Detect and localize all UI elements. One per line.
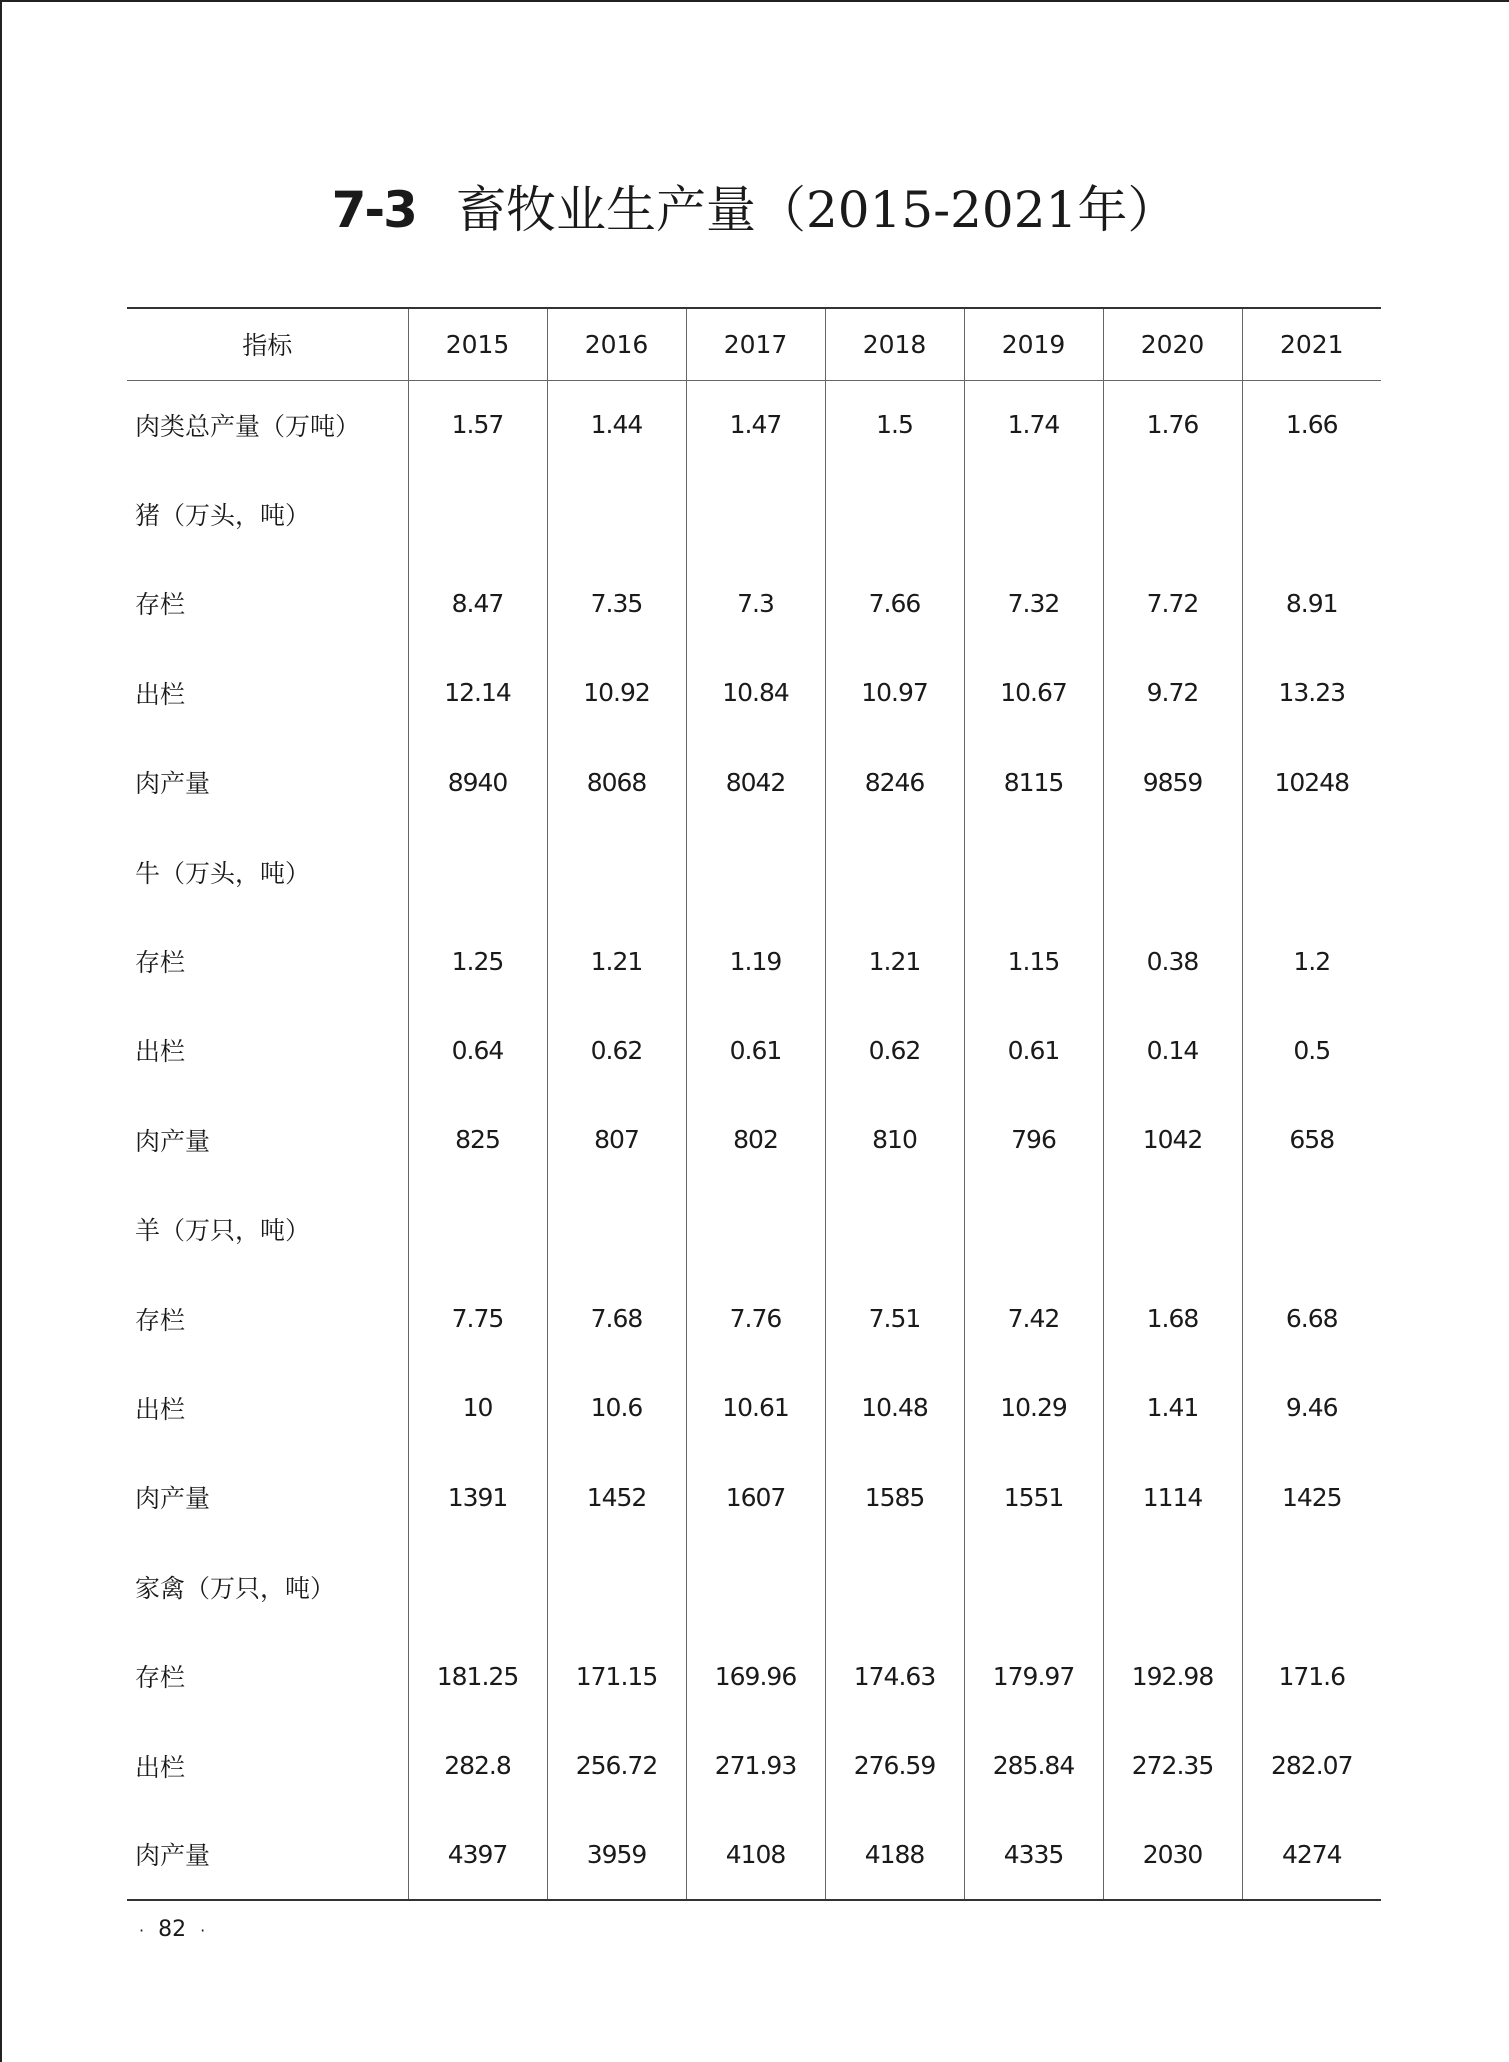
table-cell	[825, 1542, 964, 1631]
table-cell: 8.91	[1242, 559, 1381, 648]
header-year: 2016	[547, 308, 686, 380]
table-cell: 179.97	[964, 1631, 1103, 1720]
table-cell	[686, 469, 825, 558]
row-label: 出栏	[135, 1394, 186, 1424]
header-year: 2017	[686, 308, 825, 380]
header-year: 2019	[964, 308, 1103, 380]
header-year: 2015	[408, 308, 547, 380]
table-cell: 3959	[547, 1810, 686, 1899]
table-cell	[1242, 1542, 1381, 1631]
table-cell: 1585	[825, 1453, 964, 1542]
table-cell: 171.15	[547, 1631, 686, 1720]
table-cell: 4335	[964, 1810, 1103, 1899]
table-cell	[408, 1185, 547, 1274]
table-cell: 8042	[686, 738, 825, 827]
table-cell: 1.57	[408, 380, 547, 469]
table-cell	[1103, 469, 1242, 558]
table-cell: 271.93	[686, 1721, 825, 1810]
table-header-row	[127, 308, 1381, 380]
table-cell	[686, 1542, 825, 1631]
table-cell: 807	[547, 1095, 686, 1184]
table-section-row	[127, 469, 1381, 558]
table-cell: 12.14	[408, 648, 547, 737]
table-title: 畜牧业生产量（2015-2021年）	[455, 181, 1178, 239]
table-cell: 7.32	[964, 559, 1103, 648]
table-number: 7-3	[331, 181, 416, 239]
table-cell: 4108	[686, 1810, 825, 1899]
table-cell	[547, 1185, 686, 1274]
table-cell: 1.41	[1103, 1363, 1242, 1452]
section-label: 羊（万只，吨）	[135, 1216, 311, 1246]
table-cell: 285.84	[964, 1721, 1103, 1810]
table-cell: 1.74	[964, 380, 1103, 469]
table-row	[127, 1274, 1381, 1363]
table-cell	[964, 469, 1103, 558]
table-section-row	[127, 1542, 1381, 1631]
table-cell: 10.6	[547, 1363, 686, 1452]
table-cell: 9.46	[1242, 1363, 1381, 1452]
table-cell: 8940	[408, 738, 547, 827]
table-cell: 2030	[1103, 1810, 1242, 1899]
table-cell: 10	[408, 1363, 547, 1452]
table-row	[127, 1721, 1381, 1810]
table-cell: 7.51	[825, 1274, 964, 1363]
row-label: 存栏	[135, 590, 186, 620]
table-cell	[1103, 827, 1242, 916]
table-cell: 0.14	[1103, 1006, 1242, 1095]
table-cell: 1042	[1103, 1095, 1242, 1184]
table-cell: 169.96	[686, 1631, 825, 1720]
table-cell	[686, 827, 825, 916]
table-cell: 10.48	[825, 1363, 964, 1452]
table-cell	[825, 827, 964, 916]
table-cell: 7.68	[547, 1274, 686, 1363]
table-cell: 181.25	[408, 1631, 547, 1720]
table-row	[127, 1453, 1381, 1542]
table-cell: 4397	[408, 1810, 547, 1899]
table-cell: 7.66	[825, 559, 964, 648]
table-cell	[547, 827, 686, 916]
table-cell: 796	[964, 1095, 1103, 1184]
table-cell: 7.35	[547, 559, 686, 648]
table-cell: 1.76	[1103, 380, 1242, 469]
table-cell: 192.98	[1103, 1631, 1242, 1720]
table-cell	[1242, 1185, 1381, 1274]
table-cell: 1.21	[825, 916, 964, 1005]
table-cell: 7.3	[686, 559, 825, 648]
row-label: 肉产量	[135, 769, 211, 799]
table-cell: 9.72	[1103, 648, 1242, 737]
table-cell: 10.92	[547, 648, 686, 737]
table-cell: 8115	[964, 738, 1103, 827]
table-cell: 1114	[1103, 1453, 1242, 1542]
row-label: 出栏	[135, 679, 186, 709]
table-cell	[1242, 827, 1381, 916]
page-title	[0, 175, 1509, 245]
table-cell: 8.47	[408, 559, 547, 648]
table-cell	[408, 1542, 547, 1631]
table-row	[127, 559, 1381, 648]
table-cell	[408, 827, 547, 916]
header-year: 2021	[1242, 308, 1381, 380]
row-label: 存栏	[135, 948, 186, 978]
page-dot: ·	[200, 1921, 206, 1940]
table-cell: 10.29	[964, 1363, 1103, 1452]
table-cell: 1425	[1242, 1453, 1381, 1542]
table-cell: 7.76	[686, 1274, 825, 1363]
table-cell: 4274	[1242, 1810, 1381, 1899]
table-cell: 1551	[964, 1453, 1103, 1542]
row-label: 出栏	[135, 1752, 186, 1782]
table-row	[127, 1095, 1381, 1184]
table-row	[127, 648, 1381, 737]
table-cell	[964, 827, 1103, 916]
table-cell: 1.21	[547, 916, 686, 1005]
table-cell: 0.62	[547, 1006, 686, 1095]
table-cell: 10.97	[825, 648, 964, 737]
table-cell: 0.62	[825, 1006, 964, 1095]
row-label: 肉产量	[135, 1484, 211, 1514]
page-footer	[125, 1917, 219, 1942]
table-cell: 810	[825, 1095, 964, 1184]
section-label: 牛（万头，吨）	[135, 858, 311, 888]
table-cell: 1.47	[686, 380, 825, 469]
row-label: 肉类总产量（万吨）	[135, 411, 361, 441]
table-row	[127, 380, 1381, 469]
table-cell: 6.68	[1242, 1274, 1381, 1363]
section-label: 猪（万头，吨）	[135, 501, 311, 531]
table-cell: 1391	[408, 1453, 547, 1542]
row-label: 肉产量	[135, 1126, 211, 1156]
table-cell: 171.6	[1242, 1631, 1381, 1720]
table-cell	[686, 1185, 825, 1274]
table-cell: 10.67	[964, 648, 1103, 737]
table-cell: 282.8	[408, 1721, 547, 1810]
table-cell: 10248	[1242, 738, 1381, 827]
table-cell: 1.19	[686, 916, 825, 1005]
table-row	[127, 1631, 1381, 1720]
table-cell	[825, 1185, 964, 1274]
row-label: 肉产量	[127, 1810, 408, 1899]
table-cell: 802	[686, 1095, 825, 1184]
table-cell	[964, 1542, 1103, 1631]
header-indicator: 指标	[127, 308, 408, 380]
table-row	[127, 1810, 1381, 1899]
table-cell: 0.61	[964, 1006, 1103, 1095]
table-cell	[547, 1542, 686, 1631]
table-cell	[547, 469, 686, 558]
table-cell	[1103, 1542, 1242, 1631]
table-cell: 0.64	[408, 1006, 547, 1095]
page-dot: ·	[139, 1921, 145, 1940]
table-row	[127, 738, 1381, 827]
table-row	[127, 916, 1381, 1005]
table-cell: 7.75	[408, 1274, 547, 1363]
table-cell: 825	[408, 1095, 547, 1184]
table-cell: 1.25	[408, 916, 547, 1005]
table-cell	[1103, 1185, 1242, 1274]
table-cell: 9859	[1103, 738, 1242, 827]
table-cell: 174.63	[825, 1631, 964, 1720]
table-cell	[1242, 469, 1381, 558]
table-cell	[825, 469, 964, 558]
table-cell: 10.61	[686, 1363, 825, 1452]
table-cell: 272.35	[1103, 1721, 1242, 1810]
table-cell: 276.59	[825, 1721, 964, 1810]
table-row	[127, 1363, 1381, 1452]
table-cell: 13.23	[1242, 648, 1381, 737]
row-label: 出栏	[135, 1037, 186, 1067]
table-cell	[964, 1185, 1103, 1274]
table-cell: 256.72	[547, 1721, 686, 1810]
table-cell: 10.84	[686, 648, 825, 737]
table-cell: 282.07	[1242, 1721, 1381, 1810]
section-label: 家禽（万只，吨）	[135, 1573, 336, 1603]
table-cell: 1.44	[547, 380, 686, 469]
table-cell: 7.72	[1103, 559, 1242, 648]
table-cell: 1.66	[1242, 380, 1381, 469]
table-cell: 1452	[547, 1453, 686, 1542]
table-cell: 1.2	[1242, 916, 1381, 1005]
table-section-row	[127, 1185, 1381, 1274]
table-cell: 8068	[547, 738, 686, 827]
table-cell: 1.68	[1103, 1274, 1242, 1363]
table-cell: 8246	[825, 738, 964, 827]
header-year: 2018	[825, 308, 964, 380]
table-cell: 4188	[825, 1810, 964, 1899]
table-cell: 0.5	[1242, 1006, 1381, 1095]
table-section-row	[127, 827, 1381, 916]
row-label: 存栏	[135, 1305, 186, 1335]
row-label: 存栏	[135, 1663, 186, 1693]
livestock-production-table	[127, 307, 1381, 1901]
table-cell: 1.15	[964, 916, 1103, 1005]
table-cell: 658	[1242, 1095, 1381, 1184]
table-cell: 1.5	[825, 380, 964, 469]
table-cell: 7.42	[964, 1274, 1103, 1363]
header-year: 2020	[1103, 308, 1242, 380]
table-cell: 0.61	[686, 1006, 825, 1095]
table-cell: 1607	[686, 1453, 825, 1542]
table-cell: 0.38	[1103, 916, 1242, 1005]
page-number: 82	[158, 1917, 187, 1942]
table-cell	[408, 469, 547, 558]
table-row	[127, 1006, 1381, 1095]
